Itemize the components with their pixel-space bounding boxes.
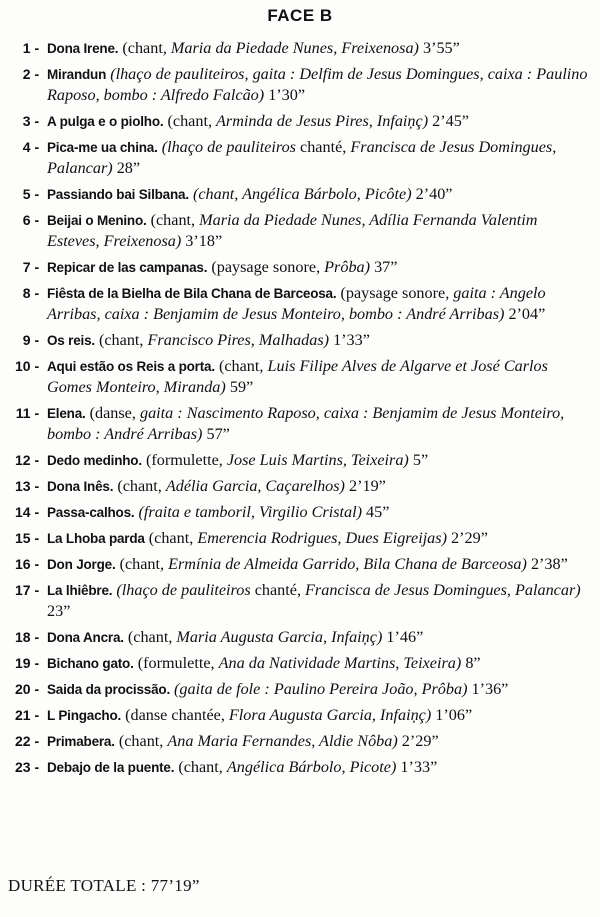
track-item xyxy=(0,627,600,648)
track-number: 14 - xyxy=(14,504,43,520)
track-info: (chant, xyxy=(123,628,177,646)
track-item xyxy=(0,257,600,278)
track-info: (chant, xyxy=(114,732,168,750)
track-info: (chant, xyxy=(144,529,198,547)
track-item xyxy=(0,38,600,59)
track-credits: (lhaço de pauliteiros xyxy=(157,138,296,156)
track-info: (formulette, xyxy=(141,451,227,469)
track-item xyxy=(0,679,600,700)
track-info: 1’33” xyxy=(396,758,438,776)
track-info: (chant, xyxy=(214,357,268,375)
track-item xyxy=(0,403,600,445)
track-title: L Pingacho. xyxy=(47,708,122,723)
track-title: Repicar de las campanas. xyxy=(47,260,208,275)
track-item xyxy=(0,137,600,179)
track-title: Dona Irene. xyxy=(47,41,119,56)
track-credits: Adélia Garcia, Caçarelhos) xyxy=(165,477,345,495)
track-info: 1’30” xyxy=(264,86,306,104)
track-number: 23 - xyxy=(14,759,43,775)
track-number: 8 - xyxy=(22,285,43,301)
track-credits: gaita : Angelo Arribas, caixa : Benjamim de Jesus Monteiro, bombo : André Arribas) xyxy=(47,284,546,323)
track-credits: (gaita de fole : Paulino Pereira João, Prôba) xyxy=(170,680,468,698)
track-title: Dedo medinho. xyxy=(47,453,142,468)
track-title: Dona Ancra. xyxy=(47,630,124,645)
track-number: 2 - xyxy=(22,66,43,82)
track-item xyxy=(0,554,600,575)
track-title: A pulga e o piolho. xyxy=(47,114,164,129)
track-info: 23” xyxy=(47,602,71,620)
track-number: 15 - xyxy=(14,530,43,546)
track-item xyxy=(0,283,600,325)
track-title: Dona Inês. xyxy=(47,479,114,494)
track-info: 59” xyxy=(225,378,254,396)
track-info: 2’29” xyxy=(397,732,439,750)
track-item xyxy=(0,111,600,132)
track-info: 57” xyxy=(202,425,230,443)
track-info: 37” xyxy=(370,258,398,276)
track-info: 8” xyxy=(461,654,481,672)
track-info: 1’46” xyxy=(382,628,424,646)
total-duration: DURÉE TOTALE : 77’19” xyxy=(8,876,200,895)
track-credits: Ermínia de Almeida Garrido, Bila Chana de Barceosa) xyxy=(168,555,527,573)
track-number: 7 - xyxy=(22,259,43,275)
track-credits: Francisco Pires, Malhadas) xyxy=(147,331,330,349)
track-item xyxy=(0,731,600,752)
track-credits: Maria Augusta Garcia, Infaiņç) xyxy=(176,628,383,646)
track-number: 18 - xyxy=(14,629,43,645)
track-info: 5” xyxy=(408,451,429,469)
track-number: 1 - xyxy=(22,40,43,56)
track-credits: Maria da Piedade Nunes, Freixenosa) xyxy=(170,39,419,57)
track-number: 9 - xyxy=(22,332,43,348)
track-title: Elena. xyxy=(47,406,86,421)
track-title: La lhiêbre. xyxy=(47,583,113,598)
track-credits: Maria da Piedade Nunes, Adília Fernanda Valentim Esteves, Freixenosa) xyxy=(47,211,538,250)
track-title: Os reis. xyxy=(47,333,95,348)
track-credits: (lhaço de pauliteiros xyxy=(112,581,251,599)
track-title: La Lhoba parda xyxy=(47,531,145,546)
track-info: (chant, xyxy=(94,331,148,349)
track-number: 4 - xyxy=(22,139,43,155)
track-info: (paysage sonore, xyxy=(336,284,454,302)
track-title: Don Jorge. xyxy=(47,557,116,572)
track-item xyxy=(0,64,600,106)
track-number: 3 - xyxy=(22,113,43,129)
track-info: 2’29” xyxy=(446,529,488,547)
track-title: Saida da procissão. xyxy=(47,682,170,697)
track-title: Beijai o Menino. xyxy=(47,213,147,228)
track-title: Pica-me ua china. xyxy=(47,140,158,155)
track-info: (chant, xyxy=(163,112,217,130)
track-number: 12 - xyxy=(14,452,43,468)
track-item xyxy=(0,653,600,674)
track-info: (paysage sonore, xyxy=(207,258,325,276)
track-credits: gaita : Nascimento Raposo, caixa : Benjamim de Jesus Monteiro, bombo : André Arribas) xyxy=(47,404,565,443)
track-item xyxy=(0,330,600,351)
track-credits: Jose Luis Martins, Teixeira) xyxy=(226,451,409,469)
track-info: 2’45” xyxy=(428,112,469,130)
track-credits: Angélica Bárbolo, Picote) xyxy=(226,758,397,776)
track-title: Mirandun xyxy=(47,67,107,82)
track-info: 45” xyxy=(362,503,390,521)
track-number: 5 - xyxy=(22,186,43,202)
track-info: (chant, xyxy=(118,39,171,57)
track-info: 2’04” xyxy=(504,305,546,323)
track-list xyxy=(0,38,600,783)
track-item xyxy=(0,476,600,497)
track-info: 3’55” xyxy=(418,39,460,57)
track-info: (chant, xyxy=(115,555,169,573)
track-item xyxy=(0,757,600,778)
track-item xyxy=(0,580,600,622)
track-number: 6 - xyxy=(22,212,43,228)
track-info: 1’33” xyxy=(329,331,370,349)
track-item xyxy=(0,356,600,398)
track-item xyxy=(0,450,600,471)
track-number: 10 - xyxy=(14,358,43,374)
track-number: 19 - xyxy=(14,655,43,671)
track-credits: Prôba) xyxy=(324,258,371,276)
track-title: Aqui estão os Reis a porta. xyxy=(47,359,215,374)
track-credits: Luis Filipe Alves de Algarve et José Carlos Gomes Monteiro, Miranda) xyxy=(47,357,548,396)
track-info: 3’18” xyxy=(181,232,223,250)
track-credits: Francisca de Jesus Domingues, Palancar) xyxy=(305,581,581,599)
track-info: (formulette, xyxy=(133,654,219,672)
track-info: (danse, xyxy=(85,404,140,422)
track-info: 2’38” xyxy=(526,555,568,573)
track-number: 21 - xyxy=(14,707,43,723)
track-info: 28” xyxy=(112,159,141,177)
track-credits: (chant, Angélica Bárbolo, Picôte) xyxy=(188,185,412,203)
track-number: 13 - xyxy=(14,478,43,494)
track-credits: Francisca de Jesus Domingues, Palancar) xyxy=(47,138,557,177)
track-number: 22 - xyxy=(14,733,43,749)
track-item xyxy=(0,210,600,252)
track-credits: (lhaço de pauliteiros, gaita : Delfim de Jesus Domingues, caixa : Paulino Raposo, bombo : Alfredo Falcão) xyxy=(47,65,588,104)
track-title: Debajo de la puente. xyxy=(47,760,175,775)
track-info: (chant, xyxy=(146,211,200,229)
track-number: 17 - xyxy=(14,582,43,598)
track-credits: Ana Maria Fernandes, Aldie Nôba) xyxy=(167,732,398,750)
track-item xyxy=(0,184,600,205)
track-info: chanté, xyxy=(295,138,351,156)
track-info: 1’36” xyxy=(467,680,509,698)
track-credits: Emerencia Rodrigues, Dues Eigreijas) xyxy=(197,529,447,547)
track-item xyxy=(0,528,600,549)
track-info: 2’40” xyxy=(411,185,453,203)
track-title: Passiando bai Silbana. xyxy=(47,187,189,202)
track-credits: Flora Augusta Garcia, Infaiņç) xyxy=(228,706,432,724)
track-item xyxy=(0,502,600,523)
track-title: Bichano gato. xyxy=(47,656,134,671)
track-info: chanté, xyxy=(250,581,306,599)
track-title: Fiêsta de la Bielha de Bila Chana de Barceosa. xyxy=(47,286,337,301)
track-info: 2’19” xyxy=(344,477,386,495)
face-title: FACE B xyxy=(267,6,333,25)
track-info: 1’06” xyxy=(431,706,473,724)
track-number: 16 - xyxy=(14,556,43,572)
track-credits: Ana da Natividade Martins, Teixeira) xyxy=(218,654,462,672)
track-info: (chant, xyxy=(113,477,166,495)
track-number: 11 - xyxy=(15,405,43,421)
track-title: Primabera. xyxy=(47,734,115,749)
track-title: Passa-calhos. xyxy=(47,505,135,520)
track-number: 20 - xyxy=(14,681,43,697)
track-info: (danse chantée, xyxy=(121,706,229,724)
track-info: (chant, xyxy=(174,758,227,776)
track-item xyxy=(0,705,600,726)
track-credits: (fraita e tamboril, Virgilio Cristal) xyxy=(134,503,362,521)
track-credits: Arminda de Jesus Pires, Infaiņç) xyxy=(216,112,429,130)
